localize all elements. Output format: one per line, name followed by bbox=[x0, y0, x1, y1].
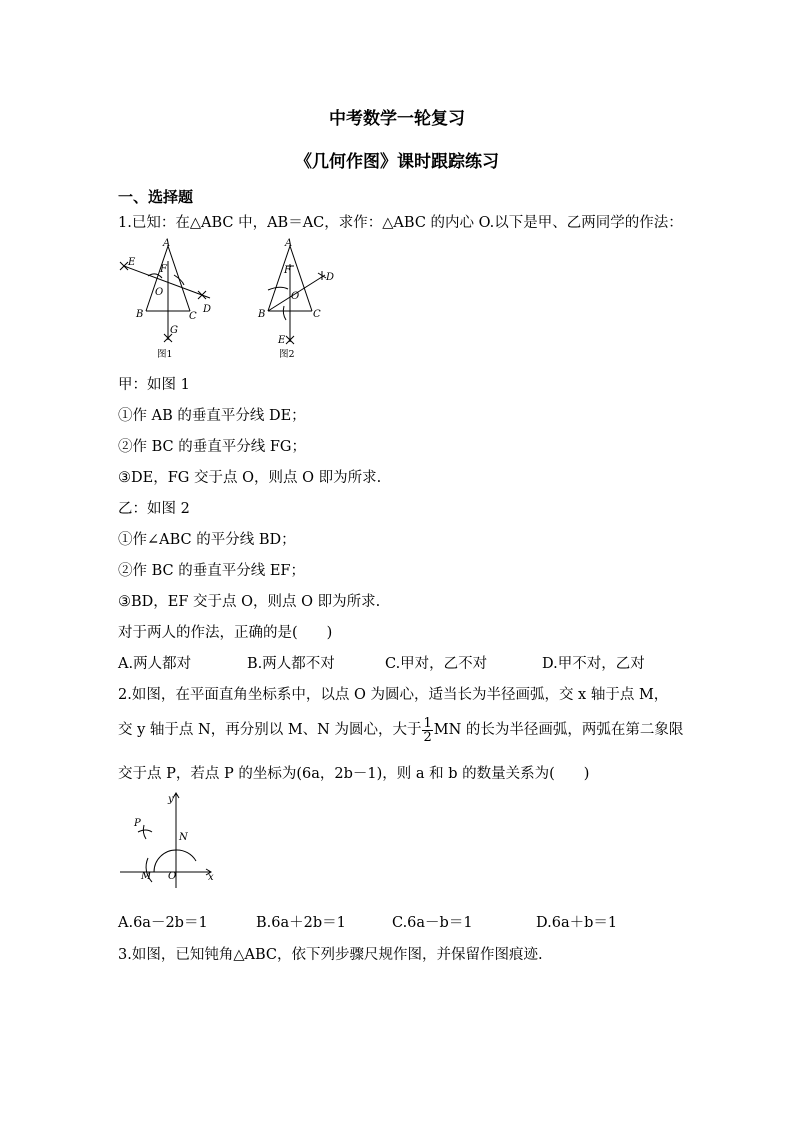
q1-figure-1 bbox=[112, 236, 232, 362]
section-heading: 一、选择题 bbox=[118, 188, 194, 206]
fig2-label-e: E bbox=[278, 335, 286, 346]
fig1-caption: 图1 bbox=[157, 349, 173, 360]
q2-option-d: D.6a＋b＝1 bbox=[536, 915, 618, 931]
fig2-arc-1 bbox=[268, 287, 288, 290]
q2-fraction-numerator: 1 bbox=[423, 715, 432, 731]
q1-jia-step-3: ③DE，FG 交于点 O，则点 O 即为所求. bbox=[118, 470, 382, 486]
fig1-label-o: O bbox=[155, 287, 164, 298]
fig2-label-b: B bbox=[258, 309, 266, 320]
q2-arc-center-ext bbox=[176, 850, 196, 861]
fig2-label-d: D bbox=[326, 272, 335, 283]
fig1-bisector-de bbox=[124, 266, 210, 298]
q2-line-2-start: 交 y 轴于点 N，再分别以 M、N 为圆心，大于 bbox=[118, 722, 422, 738]
q1-yi-step-1: ①作∠ABC 的平分线 BD； bbox=[118, 532, 296, 548]
fig1-label-f: F bbox=[160, 264, 167, 275]
fig2-side-ab bbox=[268, 246, 290, 311]
q1-option-c: C.甲对，乙不对 bbox=[385, 656, 488, 672]
q2-figure bbox=[112, 788, 222, 892]
q1-option-d: D.甲不对，乙对 bbox=[542, 656, 645, 672]
q2-option-c: C.6a－b＝1 bbox=[392, 915, 473, 931]
q2-line-3: 交于点 P，若点 P 的坐标为(6a，2b－1)，则 a 和 b 的数量关系为( ) bbox=[118, 766, 590, 782]
q1-yi-step-3: ③BD，EF 交于点 O，则点 O 即为所求. bbox=[118, 594, 381, 610]
fig1-label-g: G bbox=[170, 325, 178, 336]
q1-question: 对于两人的作法，正确的是( ) bbox=[118, 625, 333, 641]
title-line-1: 中考数学一轮复习 bbox=[329, 109, 465, 129]
q2-option-a: A.6a－2b＝1 bbox=[118, 915, 208, 931]
q2-arc-center bbox=[154, 850, 176, 872]
q2-label-x: x bbox=[208, 872, 214, 883]
fig2-label-o: O bbox=[291, 291, 300, 302]
q1-jia-step-1: ①作 AB 的垂直平分线 DE； bbox=[118, 408, 306, 424]
q1-yi-step-2: ②作 BC 的垂直平分线 EF； bbox=[118, 563, 305, 579]
q2-line-1: 2.如图，在平面直角坐标系中，以点 O 为圆心，适当长为半径画弧，交 x 轴于点 M， bbox=[118, 687, 669, 703]
fig1-label-d: D bbox=[203, 304, 212, 315]
q1-option-b: B.两人都不对 bbox=[247, 656, 335, 672]
q2-label-o: O bbox=[168, 871, 177, 882]
q2-line-2-end: MN 的长为半径画弧，两弧在第二象限 bbox=[433, 722, 684, 738]
fig2-label-a: A bbox=[285, 238, 293, 249]
q2-option-b: B.6a＋2b＝1 bbox=[256, 915, 346, 931]
fig1-label-a: A bbox=[163, 238, 171, 249]
fig1-mark-e bbox=[120, 262, 128, 270]
q2-label-p: P bbox=[134, 818, 141, 829]
fig2-arc-2 bbox=[283, 306, 286, 320]
title-line-2: 《几何作图》课时跟踪练习 bbox=[295, 152, 499, 172]
fig2-label-c: C bbox=[313, 309, 321, 320]
fig2-label-f: F bbox=[284, 265, 291, 276]
fig1-label-b: B bbox=[136, 309, 144, 320]
q2-fraction bbox=[422, 717, 432, 744]
q2-label-n: N bbox=[179, 832, 188, 843]
q1-figure-2 bbox=[248, 236, 348, 362]
q2-arc-p-1 bbox=[138, 830, 152, 832]
q3-line-1: 3.如图，已知钝角△ABC，依下列步骤尺规作图，并保留作图痕迹. bbox=[118, 947, 543, 963]
q1-jia-step-2: ②作 BC 的垂直平分线 FG； bbox=[118, 439, 306, 455]
q1-method-yi: 乙：如图 2 bbox=[118, 501, 190, 517]
q1-option-a: A.两人都对 bbox=[118, 656, 192, 672]
q2-fraction-denominator: 2 bbox=[423, 729, 432, 745]
fig1-label-e: E bbox=[128, 257, 136, 268]
q2-label-m: M bbox=[141, 871, 152, 882]
q2-line-2 bbox=[118, 715, 683, 745]
q2-label-y: y bbox=[168, 794, 174, 805]
q1-stem: 1.已知：在△ABC 中，AB＝AC，求作：△ABC 的内心 O.以下是甲、乙两同学的作法： bbox=[118, 215, 683, 231]
fig1-mark-d bbox=[198, 291, 206, 299]
fig1-label-c: C bbox=[189, 311, 197, 322]
fig2-caption: 图2 bbox=[279, 349, 295, 360]
q2-arc-p-2 bbox=[143, 825, 146, 839]
q1-method-jia: 甲：如图 1 bbox=[118, 377, 190, 393]
